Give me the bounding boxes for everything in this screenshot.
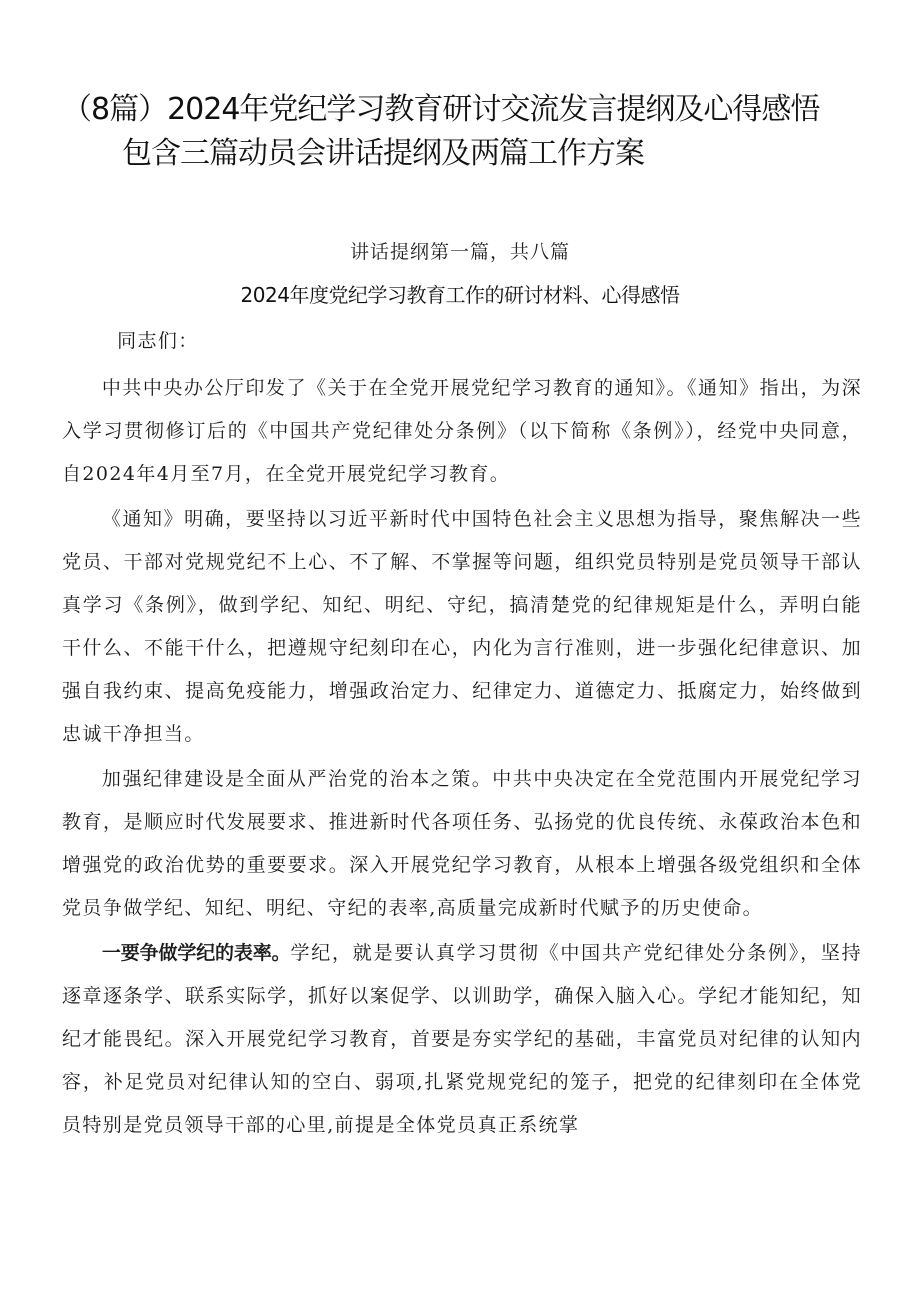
section-title: 2024年度党纪学习教育工作的研讨材料、心得感悟 <box>240 283 680 307</box>
document-title-line-2: 包含三篇动员会讲话提纲及两篇工作方案 <box>122 136 644 171</box>
document-title <box>62 88 862 176</box>
document-body <box>62 320 862 1147</box>
paragraph-1: 中共中央办公厅印发了《关于在全党开展党纪学习教育的通知》。《通知》指出，为深入学习贯彻修订后的《中国共产党纪律处分条例》（以下简称《条例》），经党中央同意，自2024年4月至7月，在全党开展党纪学习教育。 <box>62 377 862 485</box>
point-1-lead: 一要争做学纪的表率。 <box>101 942 291 964</box>
paragraph-3: 加强纪律建设是全面从严治党的治本之策。中共中央决定在全党范围内开展党纪学习教育，是顺应时代发展要求、推进新时代各项任务、弘扬党的优良传统、永葆政治本色和增强党的政治优势的重要要求。深入开展党纪学习教育，从根本上增强各级党组织和全体党员争做学纪、知纪、明纪、守纪的表率,高质量完成新时代赋予的历史使命。 <box>62 768 862 919</box>
salutation: 同志们： <box>117 330 199 352</box>
paragraph-2: 《通知》明确，要坚持以习近平新时代中国特色社会主义思想为指导，聚焦解决一些党员、干部对党规党纪不上心、不了解、不掌握等问题，组织党员特别是党员领导干部认真学习《条例》，做到学纪、知纪、明纪、守纪，搞清楚党的纪律规矩是什么，弄明白能干什么、不能干什么，把遵规守纪刻印在心，内化为言行准则，进一步强化纪律意识、加强自我约束、提高免疫能力，增强政治定力、纪律定力、道德定力、抵腐定力，始终做到忠诚干净担当。 <box>62 508 862 745</box>
section-label: 讲话提纲第一篇，共八篇 <box>349 241 570 263</box>
point-1-text: 学纪，就是要认真学习贯彻《中国共产党纪律处分条例》，坚持逐章逐条学、联系实际学，抓好以案促学、以训助学，确保入脑入心。学纪才能知纪，知纪才能畏纪。深入开展党纪学习教育，首要是夯实学纪的基础，丰富党员对纪律的认知内容，补足党员对纪律认知的空白、弱项,扎紧党规党纪的笼子，把党的纪律刻印在全体党员特别是党员领导干部的心里,前提是全体党员真正系统掌 <box>62 942 862 1136</box>
paragraph-4 <box>62 932 862 1147</box>
document-title-line-1: （8篇）2024年党纪学习教育研讨交流发言提纲及心得感悟 <box>62 92 820 127</box>
